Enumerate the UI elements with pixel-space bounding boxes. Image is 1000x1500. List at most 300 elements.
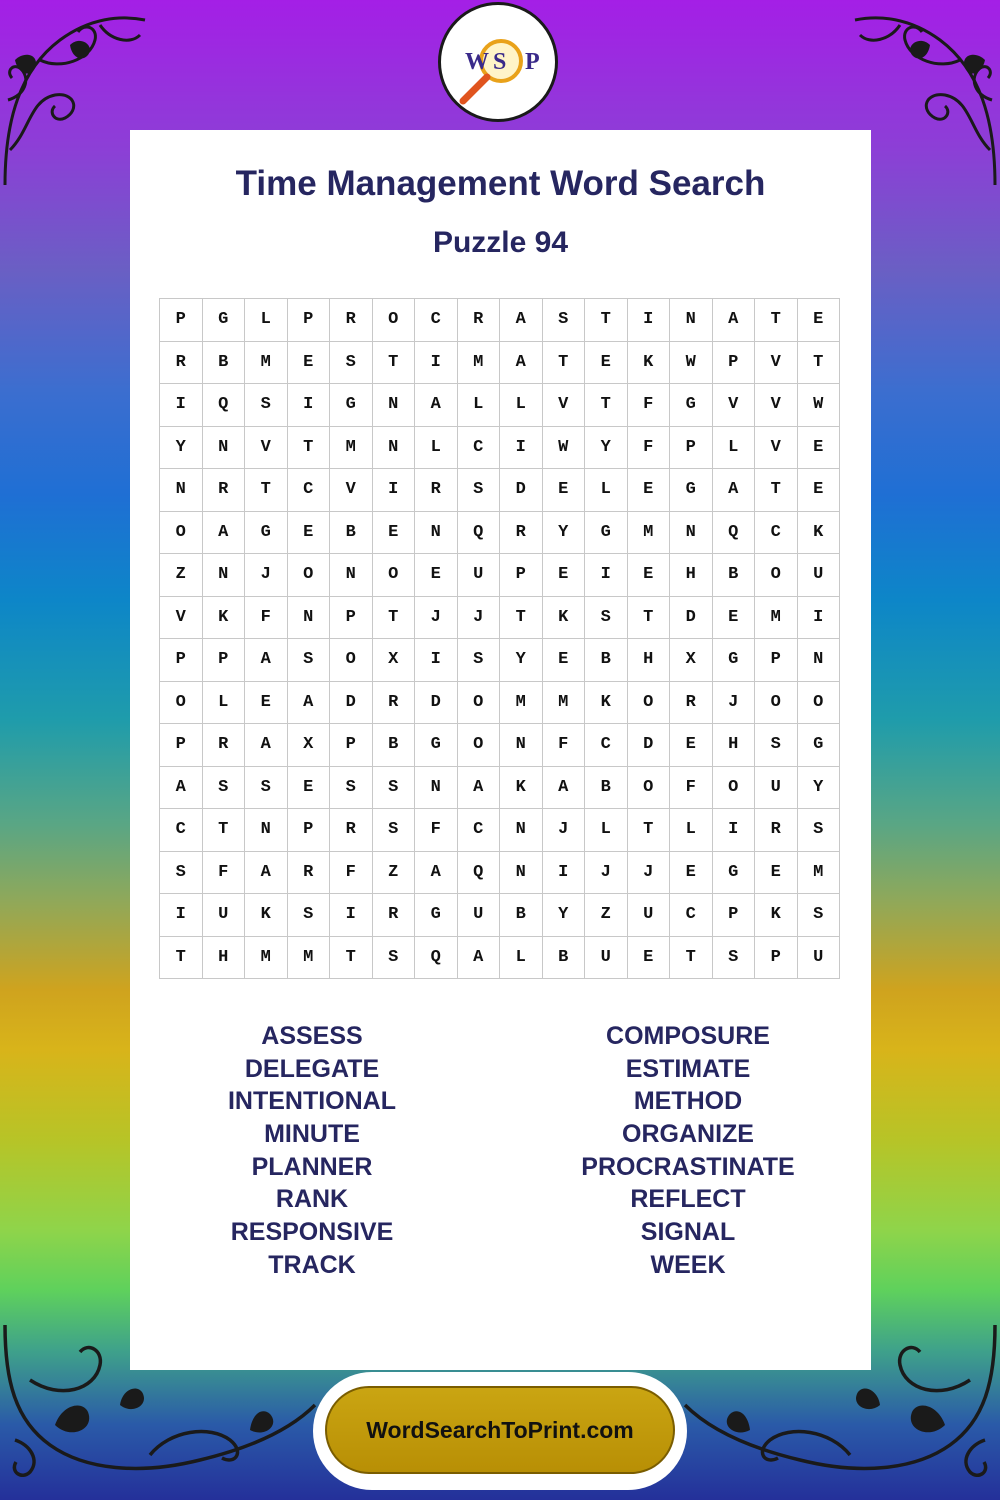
grid-cell[interactable]: G — [797, 724, 840, 767]
grid-cell[interactable]: J — [542, 809, 585, 852]
grid-cell[interactable]: I — [372, 469, 415, 512]
grid-cell[interactable]: P — [160, 299, 203, 342]
grid-cell[interactable]: V — [712, 384, 755, 427]
grid-cell[interactable]: N — [202, 426, 245, 469]
grid-cell[interactable]: K — [585, 681, 628, 724]
grid-cell[interactable]: Q — [457, 851, 500, 894]
grid-cell[interactable]: N — [797, 639, 840, 682]
grid-cell[interactable]: P — [712, 341, 755, 384]
grid-cell[interactable]: T — [372, 341, 415, 384]
grid-row — [160, 894, 840, 937]
grid-cell[interactable]: A — [160, 766, 203, 809]
grid-cell[interactable]: H — [712, 724, 755, 767]
grid-cell[interactable]: T — [500, 596, 543, 639]
grid-cell[interactable]: G — [712, 851, 755, 894]
grid-cell[interactable]: T — [755, 469, 798, 512]
grid-cell[interactable]: P — [330, 596, 373, 639]
grid-cell[interactable]: T — [245, 469, 288, 512]
grid-cell[interactable]: N — [372, 426, 415, 469]
grid-cell[interactable]: A — [500, 341, 543, 384]
grid-cell[interactable]: P — [712, 894, 755, 937]
grid-cell[interactable]: B — [372, 724, 415, 767]
site-link-button[interactable]: WordSearchToPrint.com — [325, 1386, 675, 1474]
grid-cell[interactable]: W — [670, 341, 713, 384]
grid-cell[interactable]: P — [755, 936, 798, 979]
grid-cell[interactable]: K — [542, 596, 585, 639]
grid-cell[interactable]: A — [457, 766, 500, 809]
grid-cell[interactable]: F — [627, 426, 670, 469]
grid-cell[interactable]: I — [287, 384, 330, 427]
grid-cell[interactable]: P — [500, 554, 543, 597]
grid-cell[interactable]: S — [372, 936, 415, 979]
grid-cell[interactable]: U — [457, 894, 500, 937]
grid-cell[interactable]: R — [202, 469, 245, 512]
grid-cell[interactable]: N — [202, 554, 245, 597]
grid-cell[interactable]: N — [372, 384, 415, 427]
grid-cell[interactable]: O — [712, 766, 755, 809]
grid-cell[interactable]: Q — [457, 511, 500, 554]
grid-cell[interactable]: C — [755, 511, 798, 554]
grid-cell[interactable]: Y — [585, 426, 628, 469]
grid-row — [160, 341, 840, 384]
grid-cell[interactable]: S — [330, 341, 373, 384]
grid-cell[interactable]: E — [755, 851, 798, 894]
grid-cell[interactable]: T — [627, 596, 670, 639]
grid-cell[interactable]: A — [415, 851, 458, 894]
grid-cell[interactable]: N — [287, 596, 330, 639]
grid-cell[interactable]: G — [202, 299, 245, 342]
grid-cell[interactable]: S — [457, 639, 500, 682]
wsp-logo — [438, 2, 558, 122]
grid-cell[interactable]: G — [585, 511, 628, 554]
grid-row — [160, 469, 840, 512]
grid-cell[interactable]: V — [542, 384, 585, 427]
grid-cell[interactable]: M — [287, 936, 330, 979]
grid-cell[interactable]: O — [287, 554, 330, 597]
grid-cell[interactable]: C — [287, 469, 330, 512]
word-list-item: RESPONSIVE — [230, 1218, 394, 1247]
word-list-item: TRACK — [268, 1250, 356, 1279]
grid-cell[interactable]: O — [627, 681, 670, 724]
grid-cell[interactable]: L — [415, 426, 458, 469]
grid-cell[interactable]: I — [160, 894, 203, 937]
grid-cell[interactable]: O — [372, 299, 415, 342]
grid-cell[interactable]: N — [415, 766, 458, 809]
grid-cell[interactable]: E — [797, 426, 840, 469]
grid-cell[interactable]: A — [712, 469, 755, 512]
grid-cell[interactable]: S — [712, 936, 755, 979]
grid-cell[interactable]: X — [670, 639, 713, 682]
grid-cell[interactable]: M — [457, 341, 500, 384]
grid-cell[interactable]: V — [755, 426, 798, 469]
grid-cell[interactable]: A — [245, 851, 288, 894]
grid-cell[interactable]: D — [500, 469, 543, 512]
grid-cell[interactable]: R — [755, 809, 798, 852]
puzzle-title: Time Management Word Search — [235, 164, 766, 203]
grid-cell[interactable]: C — [670, 894, 713, 937]
grid-cell[interactable]: X — [372, 639, 415, 682]
grid-row — [160, 936, 840, 979]
grid-cell[interactable]: E — [245, 681, 288, 724]
grid-cell[interactable]: N — [330, 554, 373, 597]
word-list-item: SIGNAL — [640, 1218, 736, 1247]
grid-cell[interactable]: D — [330, 681, 373, 724]
word-list-item: WEEK — [650, 1250, 726, 1279]
grid-cell[interactable]: V — [755, 341, 798, 384]
grid-cell[interactable]: R — [160, 341, 203, 384]
corner-ornament-icon — [0, 0, 150, 190]
grid-cell[interactable]: E — [797, 469, 840, 512]
grid-cell[interactable]: D — [670, 596, 713, 639]
grid-cell[interactable]: T — [542, 341, 585, 384]
grid-cell[interactable]: Y — [542, 511, 585, 554]
grid-cell[interactable]: Z — [160, 554, 203, 597]
grid-cell[interactable]: L — [457, 384, 500, 427]
grid-cell[interactable]: B — [585, 766, 628, 809]
word-list-item: RANK — [275, 1185, 349, 1214]
grid-cell[interactable]: E — [797, 299, 840, 342]
grid-cell[interactable]: L — [245, 299, 288, 342]
grid-cell[interactable]: A — [500, 299, 543, 342]
grid-row — [160, 681, 840, 724]
grid-cell[interactable]: S — [457, 469, 500, 512]
grid-cell[interactable]: A — [712, 299, 755, 342]
grid-cell[interactable]: I — [500, 426, 543, 469]
word-list-item: ESTIMATE — [625, 1054, 751, 1083]
grid-cell[interactable]: O — [755, 554, 798, 597]
grid-cell[interactable]: W — [542, 426, 585, 469]
logo-letter-p: P — [525, 49, 540, 75]
grid-cell[interactable]: U — [627, 894, 670, 937]
grid-cell[interactable]: T — [585, 384, 628, 427]
grid-cell[interactable]: J — [245, 554, 288, 597]
grid-cell[interactable]: E — [542, 469, 585, 512]
grid-cell[interactable]: O — [797, 681, 840, 724]
grid-cell[interactable]: N — [160, 469, 203, 512]
grid-cell[interactable]: N — [500, 809, 543, 852]
grid-cell[interactable]: E — [287, 766, 330, 809]
grid-cell[interactable]: J — [415, 596, 458, 639]
grid-cell[interactable]: Z — [372, 851, 415, 894]
grid-cell[interactable]: U — [755, 766, 798, 809]
grid-cell[interactable]: N — [670, 511, 713, 554]
grid-cell[interactable]: P — [755, 639, 798, 682]
grid-cell[interactable]: A — [245, 639, 288, 682]
grid-cell[interactable]: R — [500, 511, 543, 554]
grid-cell[interactable]: U — [585, 936, 628, 979]
puzzle-subtitle: Puzzle 94 — [432, 226, 569, 259]
grid-cell[interactable]: S — [245, 766, 288, 809]
grid-cell[interactable]: T — [755, 299, 798, 342]
grid-row — [160, 851, 840, 894]
word-list-item: INTENTIONAL — [227, 1087, 397, 1116]
grid-cell[interactable]: C — [457, 426, 500, 469]
grid-cell[interactable]: B — [202, 341, 245, 384]
grid-cell[interactable]: E — [627, 469, 670, 512]
grid-cell[interactable]: F — [245, 596, 288, 639]
magnifier-logo-icon — [441, 5, 555, 119]
grid-cell[interactable]: K — [245, 894, 288, 937]
grid-cell[interactable]: Q — [712, 511, 755, 554]
grid-cell[interactable]: S — [202, 766, 245, 809]
grid-cell[interactable]: E — [670, 724, 713, 767]
grid-cell[interactable]: G — [670, 469, 713, 512]
grid-cell[interactable]: G — [330, 384, 373, 427]
grid-cell[interactable]: S — [372, 766, 415, 809]
grid-cell[interactable]: V — [160, 596, 203, 639]
grid-cell[interactable]: R — [372, 681, 415, 724]
grid-cell[interactable]: D — [415, 681, 458, 724]
grid-row — [160, 724, 840, 767]
grid-cell[interactable]: E — [670, 851, 713, 894]
grid-row — [160, 639, 840, 682]
grid-cell[interactable]: F — [202, 851, 245, 894]
grid-cell[interactable]: T — [627, 809, 670, 852]
grid-cell[interactable]: E — [712, 596, 755, 639]
grid-cell[interactable]: C — [585, 724, 628, 767]
grid-cell[interactable]: L — [585, 809, 628, 852]
grid-cell[interactable]: H — [627, 639, 670, 682]
grid-cell[interactable]: S — [287, 894, 330, 937]
grid-cell[interactable]: L — [670, 809, 713, 852]
grid-cell[interactable]: J — [585, 851, 628, 894]
grid-cell[interactable]: I — [712, 809, 755, 852]
grid-cell[interactable]: N — [415, 511, 458, 554]
grid-cell[interactable]: I — [415, 639, 458, 682]
grid-cell[interactable]: O — [160, 681, 203, 724]
grid-cell[interactable]: S — [330, 766, 373, 809]
grid-cell[interactable]: R — [670, 681, 713, 724]
grid-cell[interactable]: O — [160, 511, 203, 554]
grid-cell[interactable]: I — [160, 384, 203, 427]
grid-cell[interactable]: G — [415, 894, 458, 937]
word-list-item: PROCRASTINATE — [581, 1152, 795, 1181]
word-list-left — [132, 1020, 492, 1282]
grid-cell[interactable]: E — [287, 341, 330, 384]
grid-cell[interactable]: U — [797, 936, 840, 979]
grid-cell[interactable]: P — [202, 639, 245, 682]
grid-cell[interactable]: K — [755, 894, 798, 937]
grid-cell[interactable]: S — [287, 639, 330, 682]
grid-cell[interactable]: S — [797, 809, 840, 852]
grid-row — [160, 384, 840, 427]
grid-row — [160, 596, 840, 639]
grid-cell[interactable]: V — [755, 384, 798, 427]
grid-cell[interactable]: Y — [797, 766, 840, 809]
grid-cell[interactable]: O — [457, 724, 500, 767]
grid-cell[interactable]: A — [202, 511, 245, 554]
grid-cell[interactable]: R — [330, 809, 373, 852]
grid-cell[interactable]: S — [797, 894, 840, 937]
word-list-item: PLANNER — [251, 1152, 373, 1181]
grid-cell[interactable]: M — [797, 851, 840, 894]
grid-cell[interactable]: V — [330, 469, 373, 512]
grid-cell[interactable]: F — [542, 724, 585, 767]
grid-cell[interactable]: I — [415, 341, 458, 384]
grid-cell[interactable]: F — [415, 809, 458, 852]
grid-cell[interactable]: S — [585, 596, 628, 639]
grid-cell[interactable]: Y — [500, 639, 543, 682]
grid-cell[interactable]: H — [202, 936, 245, 979]
corner-ornament-icon — [850, 0, 1000, 190]
grid-cell[interactable]: E — [287, 511, 330, 554]
grid-cell[interactable]: R — [457, 299, 500, 342]
grid-row — [160, 554, 840, 597]
grid-cell[interactable]: C — [457, 809, 500, 852]
grid-cell[interactable]: P — [160, 724, 203, 767]
grid-cell[interactable]: M — [755, 596, 798, 639]
grid-cell[interactable]: K — [797, 511, 840, 554]
grid-cell[interactable]: N — [500, 724, 543, 767]
grid-cell[interactable]: K — [500, 766, 543, 809]
grid-cell[interactable]: K — [202, 596, 245, 639]
grid-cell[interactable]: I — [330, 894, 373, 937]
grid-cell[interactable]: M — [245, 341, 288, 384]
grid-cell[interactable]: G — [245, 511, 288, 554]
grid-cell[interactable]: Q — [202, 384, 245, 427]
grid-cell[interactable]: I — [797, 596, 840, 639]
grid-cell[interactable]: U — [202, 894, 245, 937]
grid-cell[interactable]: S — [372, 809, 415, 852]
grid-cell[interactable]: E — [627, 554, 670, 597]
grid-row — [160, 299, 840, 342]
grid-cell[interactable]: S — [755, 724, 798, 767]
grid-cell[interactable]: P — [287, 299, 330, 342]
grid-cell[interactable]: Y — [160, 426, 203, 469]
word-list-item: REFLECT — [630, 1185, 746, 1214]
letter-grid — [159, 298, 840, 979]
grid-cell[interactable]: F — [670, 766, 713, 809]
grid-cell[interactable]: T — [330, 936, 373, 979]
grid-cell[interactable]: E — [372, 511, 415, 554]
grid-row — [160, 766, 840, 809]
grid-cell[interactable]: A — [287, 681, 330, 724]
word-list-item: COMPOSURE — [606, 1022, 770, 1050]
grid-cell[interactable]: R — [287, 851, 330, 894]
grid-cell[interactable]: D — [627, 724, 670, 767]
grid-cell[interactable]: V — [245, 426, 288, 469]
grid-cell[interactable]: R — [330, 299, 373, 342]
grid-cell[interactable]: I — [627, 299, 670, 342]
grid-cell[interactable]: G — [415, 724, 458, 767]
grid-cell[interactable]: M — [330, 426, 373, 469]
grid-cell[interactable]: N — [500, 851, 543, 894]
grid-cell[interactable]: E — [415, 554, 458, 597]
grid-cell[interactable]: G — [670, 384, 713, 427]
grid-cell[interactable]: L — [500, 384, 543, 427]
grid-cell[interactable]: L — [712, 426, 755, 469]
grid-cell[interactable]: L — [585, 469, 628, 512]
grid-cell[interactable]: T — [287, 426, 330, 469]
grid-cell[interactable]: A — [457, 936, 500, 979]
grid-cell[interactable]: S — [160, 851, 203, 894]
grid-cell[interactable]: M — [245, 936, 288, 979]
grid-cell[interactable]: I — [542, 851, 585, 894]
grid-cell[interactable]: B — [585, 639, 628, 682]
grid-cell[interactable]: T — [585, 299, 628, 342]
grid-cell[interactable]: S — [245, 384, 288, 427]
grid-cell[interactable]: T — [797, 341, 840, 384]
word-list-right — [508, 1020, 868, 1282]
grid-cell[interactable]: Y — [542, 894, 585, 937]
grid-cell[interactable]: A — [542, 766, 585, 809]
grid-cell[interactable]: B — [330, 511, 373, 554]
grid-cell[interactable]: I — [585, 554, 628, 597]
grid-cell[interactable]: B — [712, 554, 755, 597]
site-badge — [313, 1372, 687, 1490]
grid-cell[interactable]: X — [287, 724, 330, 767]
grid-cell[interactable]: Z — [585, 894, 628, 937]
grid-cell[interactable]: P — [670, 426, 713, 469]
grid-cell[interactable]: R — [415, 469, 458, 512]
grid-cell[interactable]: E — [627, 936, 670, 979]
grid-cell[interactable]: W — [797, 384, 840, 427]
grid-cell[interactable]: U — [797, 554, 840, 597]
grid-cell[interactable]: J — [712, 681, 755, 724]
grid-cell[interactable]: J — [457, 596, 500, 639]
grid-cell[interactable]: C — [415, 299, 458, 342]
grid-cell[interactable]: F — [627, 384, 670, 427]
grid-cell[interactable]: B — [542, 936, 585, 979]
grid-cell[interactable]: P — [330, 724, 373, 767]
grid-cell[interactable]: M — [500, 681, 543, 724]
grid-cell[interactable]: E — [542, 554, 585, 597]
grid-cell[interactable]: N — [245, 809, 288, 852]
grid-cell[interactable]: L — [500, 936, 543, 979]
grid-cell[interactable]: O — [330, 639, 373, 682]
logo-letter-w: W — [465, 49, 489, 75]
grid-cell[interactable]: A — [415, 384, 458, 427]
grid-cell[interactable]: E — [542, 639, 585, 682]
grid-row — [160, 511, 840, 554]
grid-cell[interactable]: Q — [415, 936, 458, 979]
grid-cell[interactable]: T — [160, 936, 203, 979]
grid-cell[interactable]: M — [542, 681, 585, 724]
grid-cell[interactable]: P — [287, 809, 330, 852]
puzzle-card — [130, 130, 871, 1370]
grid-cell[interactable]: S — [542, 299, 585, 342]
word-list-item: DELEGATE — [244, 1054, 380, 1083]
grid-cell[interactable]: T — [670, 936, 713, 979]
grid-cell[interactable]: N — [670, 299, 713, 342]
grid-cell[interactable]: E — [585, 341, 628, 384]
grid-cell[interactable]: K — [627, 341, 670, 384]
grid-cell[interactable]: A — [245, 724, 288, 767]
grid-cell[interactable]: G — [712, 639, 755, 682]
word-list-item: ASSESS — [261, 1022, 363, 1050]
grid-row — [160, 426, 840, 469]
grid-cell[interactable]: L — [202, 681, 245, 724]
grid-cell[interactable]: F — [330, 851, 373, 894]
grid-cell[interactable]: R — [372, 894, 415, 937]
grid-cell[interactable]: J — [627, 851, 670, 894]
grid-cell[interactable]: U — [457, 554, 500, 597]
grid-cell[interactable]: P — [160, 639, 203, 682]
grid-cell[interactable]: H — [670, 554, 713, 597]
grid-cell[interactable]: O — [372, 554, 415, 597]
grid-cell[interactable]: R — [202, 724, 245, 767]
grid-cell[interactable]: O — [457, 681, 500, 724]
grid-cell[interactable]: O — [755, 681, 798, 724]
grid-cell[interactable]: O — [627, 766, 670, 809]
grid-cell[interactable]: M — [627, 511, 670, 554]
grid-cell[interactable]: T — [372, 596, 415, 639]
grid-cell[interactable]: B — [500, 894, 543, 937]
grid-cell[interactable]: C — [160, 809, 203, 852]
grid-row — [160, 809, 840, 852]
grid-cell[interactable]: T — [202, 809, 245, 852]
word-list-item: MINUTE — [264, 1120, 360, 1149]
